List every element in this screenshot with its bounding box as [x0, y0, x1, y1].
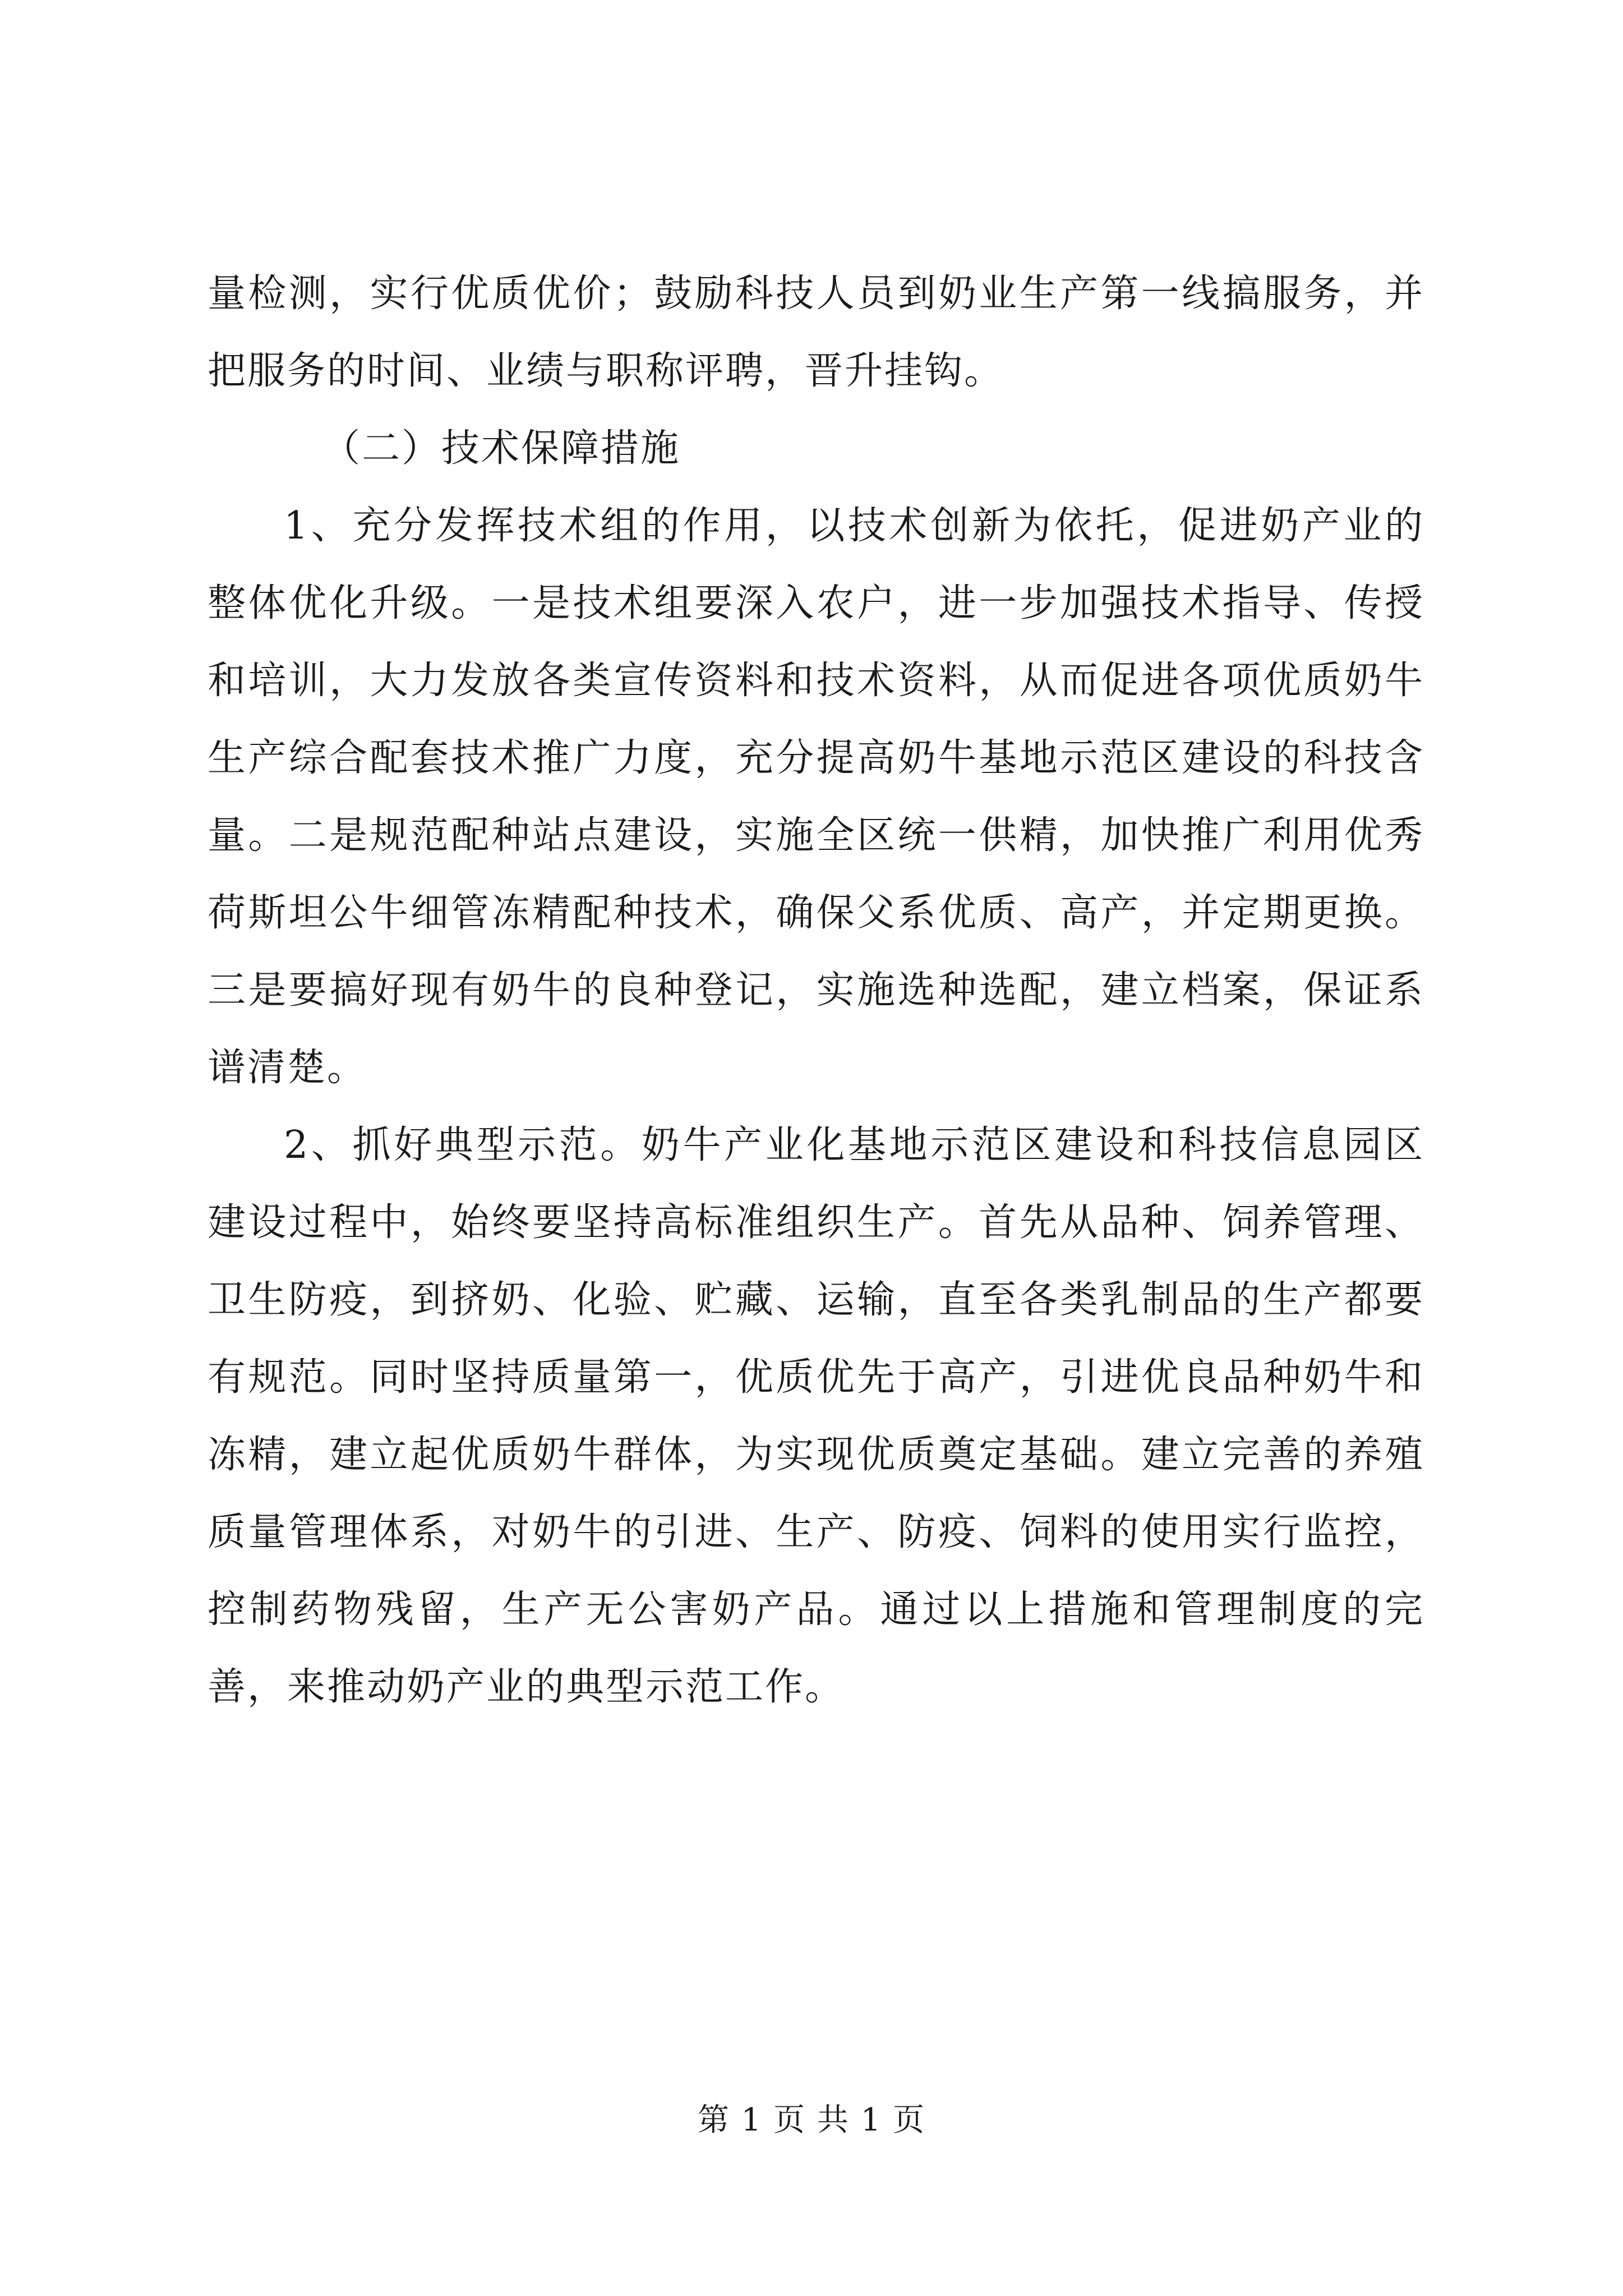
page-footer: 第 1 页 共 1 页	[697, 2102, 926, 2138]
section-heading: （二）技术保障措施	[322, 426, 681, 471]
paragraph-item-2: 2、抓好典型示范。奶牛产业化基地示范区建设和科技信息园区建设过程中，始终要坚持高标准组织生产。首先从品种、饲养管理、卫生防疫，到挤奶、化验、贮藏、运输，直至各类乳制品的生产都要有规范。同时坚持质量第一，优质优先于高产，引进优良品种奶牛和冻精，建立起优质奶牛群体，为实现优质奠定基础。建立完善的养殖质量管理体系，对奶牛的引进、生产、防疫、饲料的使用实行监控，控制药物残留，生产无公害奶产品。通过以上措施和管理制度的完善，来推动奶产业的典型示范工作。	[208, 1123, 1424, 1709]
paragraph-item-1: 1、充分发挥技术组的作用，以技术创新为依托，促进奶产业的整体优化升级。一是技术组要深入农户，进一步加强技术指导、传授和培训，大力发放各类宣传资料和技术资料，从而促进各项优质奶牛生产综合配套技术推广力度，充分提高奶牛基地示范区建设的科技含量。二是规范配种站点建设，实施全区统一供精，加快推广利用优秀荷斯坦公牛细管冻精配种技术，确保父系优质、高产，并定期更换。三是要搞好现有奶牛的良种登记，实施选种选配，建立档案，保证系谱清楚。	[208, 504, 1424, 1090]
paragraph-continuation: 量检测，实行优质优价；鼓励科技人员到奶业生产第一线搞服务，并把服务的时间、业绩与职称评聘，晋升挂钩。	[208, 272, 1424, 393]
document-body	[208, 255, 1424, 1726]
